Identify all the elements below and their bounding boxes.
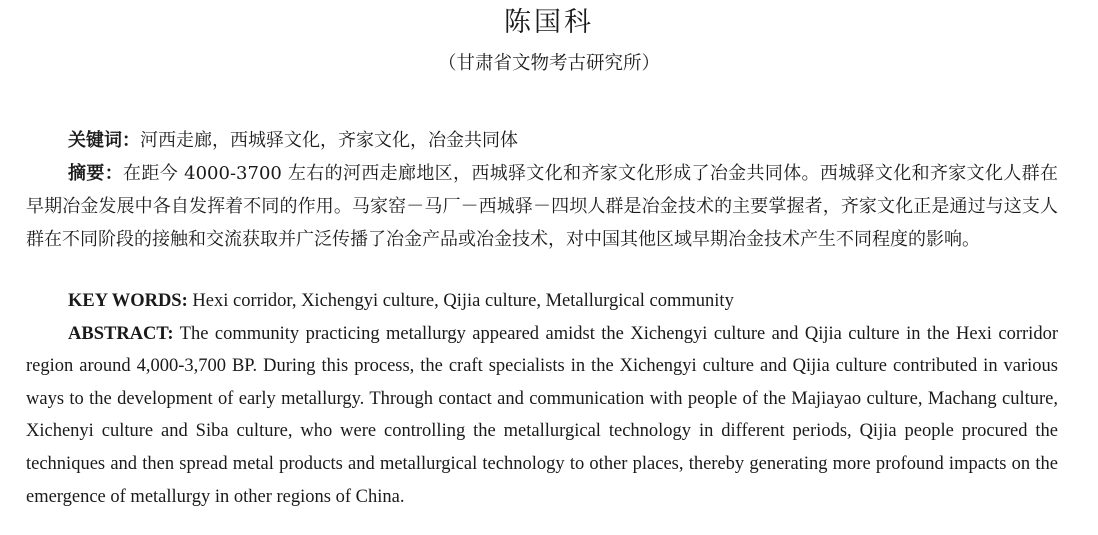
chinese-abstract-text: 在距今 4000-3700 左右的河西走廊地区，西城驿文化和齐家文化形成了冶金共同体。西城驿文化和齐家文化人群在早期冶金发展中各自发挥着不同的作用。马家窑－马厂－西城驿－四坝人群是冶金技术的主要掌握者，齐家文化正是通过与这支人群在不同阶段的接触和交流获取并广泛传播了冶金产品或冶金技术，对中国其他区域早期冶金技术产生不同程度的影响。 <box>26 163 1059 250</box>
english-keywords <box>26 285 1058 318</box>
chinese-keywords-label: 关键词： <box>68 130 140 151</box>
chinese-abstract <box>26 157 1058 256</box>
english-keywords-label: KEY WORDS: <box>68 291 188 311</box>
english-abstract-text: The community practicing metallurgy appeared amidst the Xichengyi culture and Qijia culture in the Hexi corridor region around 4,000-3,700 BP. During this process, the craft specialists in the Xichengyi culture and Qijia culture contributed in various ways to the development of early metallurgy. Through contact and communication with people of the Majiayao culture, Machang culture, Xichenyi culture and Siba culture, who were controlling the metallurgical technology in different periods, Qijia people procured the techniques and then spread metal products and metallurgical technology to other places, thereby generating more profound impacts on the emergence of metallurgy in other regions of China. <box>26 323 1058 507</box>
english-abstract <box>26 318 1058 514</box>
english-section <box>26 285 1058 513</box>
english-abstract-label: ABSTRACT: <box>68 323 174 344</box>
author-affiliation: （甘肃省文物考古研究所） <box>437 53 660 74</box>
chinese-keywords-text: 河西走廊，西城驿文化，齐家文化，冶金共同体 <box>140 130 518 151</box>
author-name: 陈国科 <box>504 7 594 38</box>
english-keywords-text: Hexi corridor, Xichengyi culture, Qijia culture, Metallurgical community <box>192 291 734 311</box>
chinese-section <box>26 124 1058 256</box>
chinese-keywords <box>26 124 1058 157</box>
chinese-abstract-label: 摘要： <box>68 163 124 184</box>
